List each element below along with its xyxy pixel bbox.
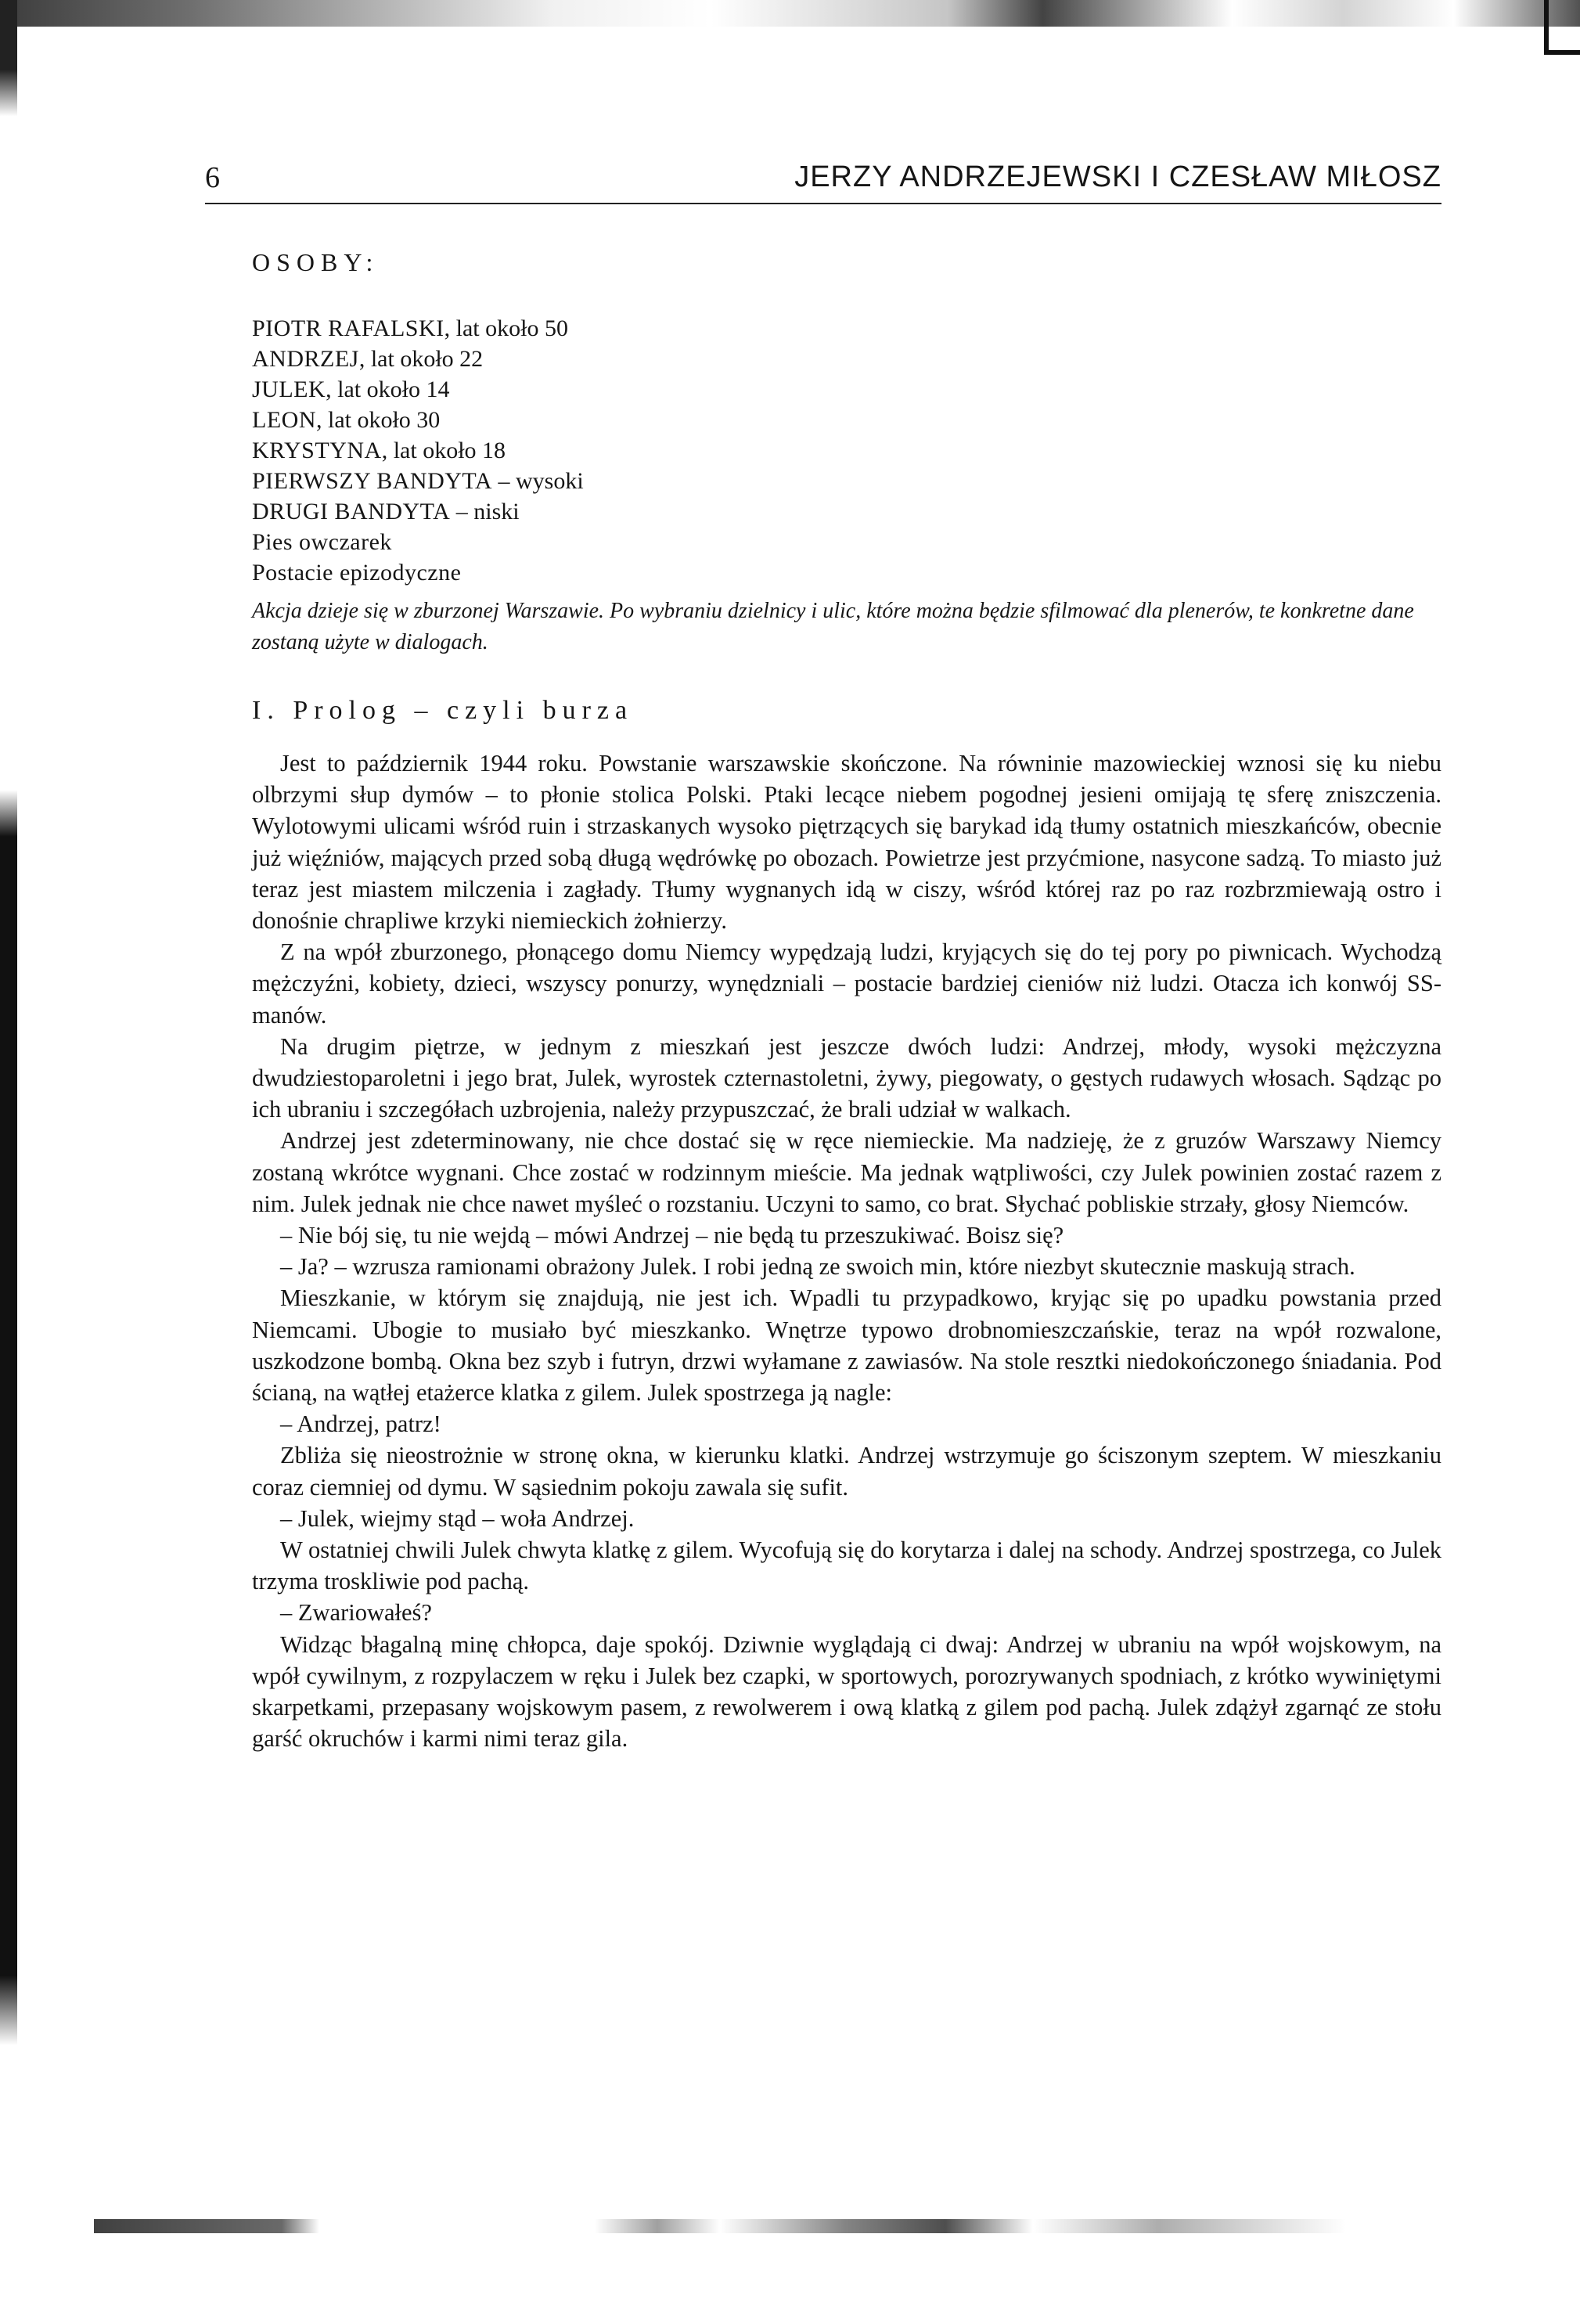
cast-item: PIOTR RAFALSKI, lat około 50 [252,315,568,341]
page-number: 6 [205,161,220,194]
scan-edge-bottom [94,2219,1346,2233]
section-title: I. Prolog – czyli burza [252,696,634,725]
stage-note: Akcja dzieje się w zburzonej Warszawie. Po wybraniu dzielnicy i ulic, które można będzie sfilmować dla plenerów, te konkretne dane zostaną użyte w dialogach. [252,599,1414,654]
cast-heading: OSOBY: [252,248,380,276]
cast-item: ANDRZEJ, lat około 22 [252,346,484,372]
body-text [252,748,1441,1755]
paragraph: Zbliża się nieostrożnie w stronę okna, w kierunku klatki. Andrzej wstrzymuje go ściszonym szeptem. W mieszkaniu coraz ciemniej od dymu. W sąsiednim pokoju zawala się sufit. [252,1442,1441,1501]
cast-item: DRUGI BANDYTA – niski [252,499,520,524]
paragraph: – Andrzej, patrz! [280,1411,441,1438]
paragraph: – Nie bój się, tu nie wejdą – mówi Andrzej – nie będą tu przeszukiwać. Boisz się? [280,1222,1064,1249]
paragraph: – Ja? – wzrusza ramionami obrażony Julek. I robi jedną ze swoich min, które niezbyt skutecznie maskują strach. [280,1253,1355,1281]
paragraph: Z na wpół zburzonego, płonącego domu Niemcy wypędzają ludzi, kryjących się do tej pory po piwnicach. Wychodzą mężczyźni, kobiety, dzieci, wszyscy ponurzy, wynędzniali – postacie bardziej cieniów niż ludzi. Otacza ich konwój SS-manów. [252,939,1441,1029]
scan-edge-top [0,0,1580,27]
running-head: JERZY ANDRZEJEWSKI I CZESŁAW MIŁOSZ [794,160,1441,193]
cast-item: Pies owczarek [252,529,392,555]
paragraph: Jest to październik 1944 roku. Powstanie warszawskie skończone. Na równinie mazowieckiej wznosi się ku niebu olbrzymi słup dymów – to płonie stolica Polski. Ptaki lecące niebem pogodnej jesieni omijają tę sferę zniszczenia. Wylotowymi ulicami wśród ruin i strzaskanych wysoko piętrzących się barykad idą tłumy ostatnich mieszkańców, obecnie już więźniów, mających przed sobą długą wędrówkę po obozach. Powietrze jest przyćmione, nasycone sadzą. To miasto już teraz jest miastem milczenia i zagłady. Tłumy wygnanych idą w ciszy, wśród której raz po raz rozbrzmiewają ostro i donośnie chrapliwe krzyki niemieckich żołnierzy. [252,750,1441,935]
cast-item: KRYSTYNA, lat około 18 [252,438,506,463]
scan-edge-left [0,0,17,2324]
scan-corner-mark [1544,0,1580,55]
page-header [205,153,1441,204]
paragraph: Andrzej jest zdeterminowany, nie chce dostać się w ręce niemieckie. Ma nadzieję, że z gruzów Warszawy Niemcy zostaną wkrótce wygnani. Chce zostać w rodzinnym mieście. Ma jednak wątpliwości, czy Julek powinien zostać razem z nim. Julek jednak nie chce nawet myśleć o rozstaniu. Uczyni to samo, co brat. Słychać pobliskie strzały, głosy Niemców. [252,1127,1441,1217]
paragraph: Na drugim piętrze, w jednym z mieszkań jest jeszcze dwóch ludzi: Andrzej, młody, wysoki mężczyzna dwudziestoparoletni i jego brat, Julek, wyrostek czternastoletni, żywy, piegowaty, o gęstych rudawych włosach. Sądząc po ich ubraniu i szczegółach uzbrojenia, należy przypuszczać, że brali udział w walkach. [252,1032,1441,1123]
paragraph: Mieszkanie, w którym się znajdują, nie jest ich. Wpadli tu przypadkowo, kryjąc się po upadku powstania przed Niemcami. Ubogie to musiało być mieszkanko. Wnętrze typowo drobnomieszczańskie, teraz na wpół rozwalone, uszkodzone bombą. Okna bez szyb i futryn, drzwi wyłamane z zawiasów. Na stole resztki niedokończonego śniadania. Pod ścianą, na wątłej etażerce klatka z gilem. Julek spostrzega ją nagle: [252,1285,1441,1407]
paragraph: Widząc błagalną minę chłopca, daje spokój. Dziwnie wyglądają ci dwaj: Andrzej w ubraniu na wpół wojskowym, na wpół cywilnym, z rozpylaczem w ręku i Julek bez czapki, w sportowych, porozrywanych spodniach, z krótko wywiniętymi skarpetkami, przepasany wojskowym pasem, z rewolwerem i ową klatką z gilem pod pachą. Julek zdążył zgarnąć ze stołu garść okruchów i karmi nimi teraz gila. [252,1630,1441,1753]
cast-list [252,313,1441,588]
paragraph: W ostatniej chwili Julek chwyta klatkę z gilem. Wycofują się do korytarza i dalej na schody. Andrzej spostrzega, co Julek trzyma troskliwie pod pachą. [252,1537,1441,1595]
cast-item: Postacie epizodyczne [252,560,462,586]
cast-item: JULEK, lat około 14 [252,377,450,402]
cast-item: PIERWSZY BANDYTA – wysoki [252,468,584,494]
cast-item: LEON, lat około 30 [252,407,441,433]
paragraph: – Julek, wiejmy stąd – woła Andrzej. [280,1504,635,1532]
paragraph: – Zwariowałeś? [280,1599,432,1627]
book-page [205,153,1441,1755]
